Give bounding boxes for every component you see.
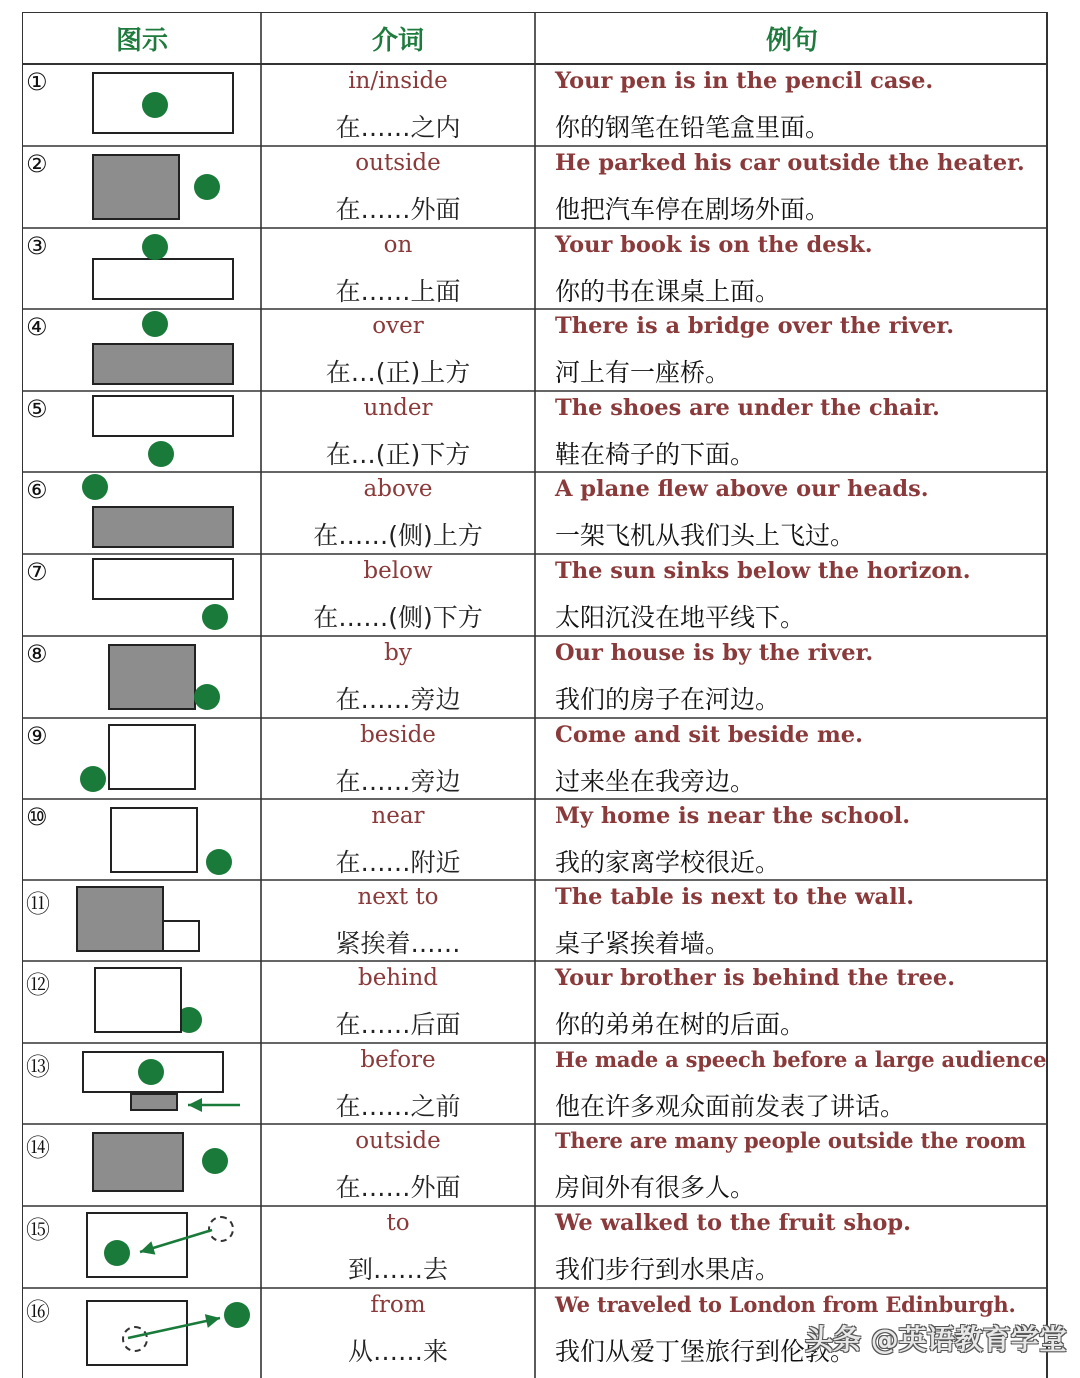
preposition-cn: 在……之内 [335, 113, 461, 142]
row-number: ⑤ [26, 395, 48, 423]
object-dot [202, 604, 228, 630]
preposition-en: beside [360, 722, 436, 748]
preposition-cn: 在…(正)下方 [325, 440, 471, 469]
example-cn: 河上有一座桥。 [555, 358, 731, 387]
table-row [22, 64, 1048, 146]
direction-arrow [62, 1206, 260, 1288]
table-row [22, 391, 1048, 473]
object-dot [202, 1148, 228, 1174]
object-dot [194, 684, 220, 710]
watermark: 头条 @英语教育学堂 [805, 1323, 1067, 1356]
table-row [22, 1206, 1048, 1288]
table-row [22, 472, 1048, 554]
reference-box-filled [92, 154, 180, 220]
example-en: There are many people outside the room [555, 1128, 1026, 1153]
object-dot [142, 92, 168, 118]
table-row [22, 718, 1048, 800]
table-row [22, 1043, 1048, 1125]
example-cn: 我们从爱丁堡旅行到伦敦。 [555, 1337, 856, 1366]
row-number: ② [26, 150, 48, 178]
example-en: We traveled to London from Edinburgh. [555, 1292, 1016, 1317]
example-cn: 他把汽车停在剧场外面。 [555, 195, 831, 224]
preposition-en: outside [355, 1128, 441, 1154]
reference-box-filled [108, 644, 196, 710]
reference-box [92, 395, 234, 437]
object-dot [142, 234, 168, 260]
row-number: ④ [26, 313, 48, 341]
position-diagram [62, 636, 260, 718]
example-en: The sun sinks below the horizon. [555, 558, 971, 584]
row-number: ⑯ [26, 1298, 50, 1326]
position-diagram [62, 472, 260, 554]
preposition-cn: 在……附近 [335, 848, 461, 877]
preposition-cn: 紧挨着…… [335, 929, 461, 958]
reference-box [94, 967, 182, 1033]
preposition-en: over [372, 313, 424, 339]
preposition-en: next to [357, 884, 439, 910]
example-cn: 你的书在课桌上面。 [555, 277, 781, 306]
example-cn: 鞋在椅子的下面。 [555, 440, 756, 469]
header-preposition: 介词 [371, 25, 424, 56]
row-number: ⑥ [26, 476, 48, 504]
example-cn: 我的家离学校很近。 [555, 848, 781, 877]
preposition-cn: 在……(侧)上方 [313, 521, 483, 550]
example-cn: 太阳沉没在地平线下。 [555, 603, 806, 632]
preposition-cn: 在……后面 [335, 1010, 461, 1039]
reference-box-filled [76, 886, 164, 952]
preposition-cn: 在……之前 [335, 1092, 461, 1121]
row-number: ⑮ [26, 1216, 50, 1244]
preposition-en: above [363, 476, 433, 502]
row-number: ⑭ [26, 1134, 50, 1162]
object-dot [142, 311, 168, 337]
position-diagram [62, 1124, 260, 1206]
example-en: My home is near the school. [555, 803, 911, 829]
position-diagram [62, 64, 260, 146]
example-cn: 你的钢笔在铅笔盒里面。 [555, 113, 831, 142]
reference-box [162, 920, 200, 952]
example-en: Your book is on the desk. [555, 232, 873, 258]
preposition-en: to [386, 1210, 410, 1236]
example-en: Our house is by the river. [555, 640, 874, 666]
reference-box-filled [92, 1132, 184, 1192]
position-diagram [62, 554, 260, 636]
preposition-cn: 在…(正)上方 [325, 358, 471, 387]
row-number: ⑫ [26, 971, 50, 999]
reference-box [92, 558, 234, 600]
preposition-cn: 在……旁边 [335, 685, 461, 714]
table-row [22, 228, 1048, 310]
preposition-cn: 在……上面 [335, 277, 461, 306]
reference-box-filled [92, 343, 234, 385]
object-dot [82, 474, 108, 500]
example-en: The table is next to the wall. [555, 884, 915, 910]
reference-box [108, 724, 196, 790]
position-diagram [62, 880, 260, 962]
row-number: ⑨ [26, 722, 48, 750]
header-example: 例句 [765, 25, 818, 56]
example-en: We walked to the fruit shop. [555, 1210, 911, 1236]
table-row [22, 961, 1048, 1043]
position-diagram [62, 1043, 260, 1125]
example-cn: 房间外有很多人。 [555, 1173, 756, 1202]
object-dot [148, 441, 174, 467]
preposition-cn: 从……来 [347, 1337, 448, 1366]
row-number: ③ [26, 232, 48, 260]
row-number: ⑧ [26, 640, 48, 668]
example-cn: 他在许多观众面前发表了讲话。 [555, 1092, 906, 1121]
preposition-en: by [384, 640, 412, 666]
preposition-cn: 在……外面 [335, 195, 461, 224]
preposition-en: below [363, 558, 433, 584]
example-en: He parked his car outside the heater. [555, 150, 1025, 176]
row-number: ① [26, 68, 48, 96]
preposition-en: from [370, 1292, 426, 1318]
example-en: There is a bridge over the river. [555, 313, 955, 339]
preposition-en: under [363, 395, 433, 421]
preposition-en: outside [355, 150, 441, 176]
row-number: ⑦ [26, 558, 48, 586]
header-diagram: 图示 [115, 25, 168, 56]
example-en: He made a speech before a large audience [555, 1047, 1047, 1072]
table-row [22, 880, 1048, 962]
object-dot [206, 849, 232, 875]
row-number: ⑩ [26, 803, 48, 831]
example-en: Your pen is in the pencil case. [555, 68, 934, 94]
table-row [22, 1124, 1048, 1206]
example-cn: 桌子紧挨着墙。 [555, 929, 731, 958]
example-cn: 你的弟弟在树的后面。 [555, 1010, 806, 1039]
example-cn: 过来坐在我旁边。 [555, 767, 756, 796]
preposition-cn: 在……旁边 [335, 767, 461, 796]
row-number: ⑪ [26, 890, 50, 918]
example-cn: 我们的房子在河边。 [555, 685, 781, 714]
position-diagram [62, 391, 260, 473]
position-diagram [62, 228, 260, 310]
arrow-head-icon [188, 1098, 202, 1112]
preposition-en: in/inside [348, 68, 448, 94]
object-dot [80, 766, 106, 792]
reference-box [110, 807, 198, 873]
object-dot [194, 174, 220, 200]
arrow-shaft [128, 1318, 220, 1338]
example-en: Your brother is behind the tree. [555, 965, 956, 991]
preposition-cn: 在……外面 [335, 1173, 461, 1202]
position-diagram [62, 146, 260, 228]
example-cn: 我们步行到水果店。 [555, 1255, 781, 1284]
position-diagram [62, 961, 260, 1043]
example-en: Come and sit beside me. [555, 722, 863, 748]
preposition-cn: 在……(侧)下方 [313, 603, 483, 632]
preposition-en: on [383, 232, 413, 258]
example-en: A plane flew above our heads. [555, 476, 929, 502]
reference-box-filled [92, 506, 234, 548]
reference-box [92, 258, 234, 300]
direction-arrow [62, 1288, 260, 1370]
position-diagram [62, 718, 260, 800]
direction-arrow [62, 1043, 260, 1125]
preposition-cn: 到……去 [347, 1255, 448, 1284]
table-row [22, 636, 1048, 718]
table-row [22, 554, 1048, 636]
preposition-en: before [360, 1047, 436, 1073]
preposition-en: near [371, 803, 425, 829]
table-row [22, 309, 1048, 391]
position-diagram [62, 799, 260, 881]
row-number: ⑬ [26, 1053, 50, 1081]
table-row [22, 799, 1048, 881]
example-en: The shoes are under the chair. [555, 395, 940, 421]
position-diagram [62, 1206, 260, 1288]
preposition-en: behind [357, 965, 439, 991]
preposition-table [22, 12, 1048, 1378]
table-row [22, 146, 1048, 228]
position-diagram [62, 1288, 260, 1370]
example-cn: 一架飞机从我们头上飞过。 [555, 521, 856, 550]
arrow-head-icon [205, 1314, 220, 1328]
position-diagram [62, 309, 260, 391]
